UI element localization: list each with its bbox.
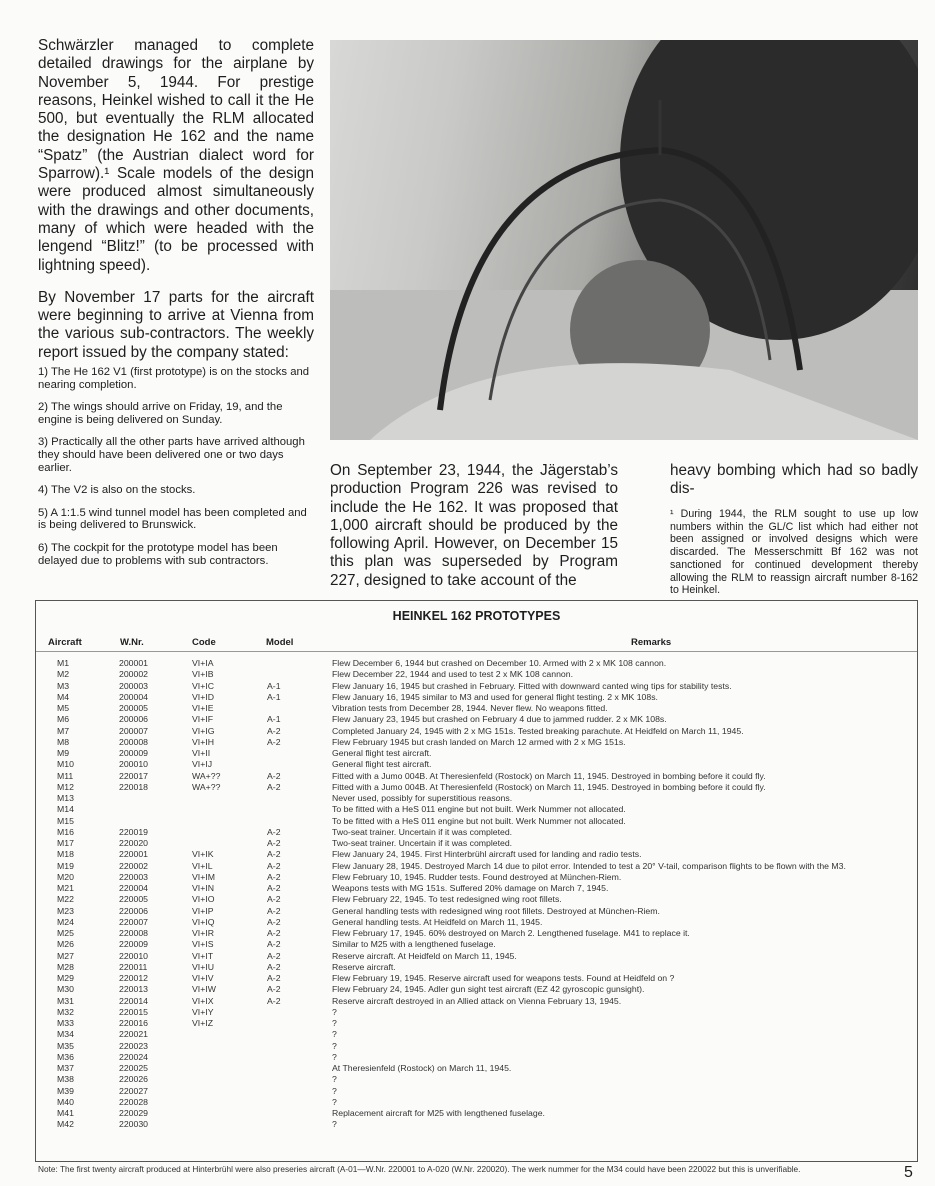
- cell-code: VI+IW: [192, 984, 216, 995]
- cell-code: VI+IL: [192, 860, 213, 871]
- table-row: [36, 939, 917, 950]
- cell-wnr: 220009: [119, 939, 148, 950]
- cell-model: A-2: [267, 928, 281, 938]
- cell-aircraft: M6: [57, 714, 70, 725]
- cell-remarks: Flew February 17, 1945. 60% destroyed on March 2. Lengthened fuselage. M41 to replace it.: [332, 928, 690, 938]
- cell-model: A-2: [267, 849, 281, 860]
- cell-code: VI+IS: [192, 939, 214, 950]
- cell-remarks: Fitted with a Jumo 004B. At Theresienfeld (Rostock) on March 11, 1945. Destroyed in bombing before it could fly.: [332, 781, 766, 792]
- cell-remarks: Flew February 1945 but crash landed on March 12 armed with 2 x MG 151s.: [332, 736, 626, 747]
- cell-wnr: 220015: [119, 1006, 148, 1017]
- cell-wnr: 220017: [119, 770, 148, 781]
- table-row: [36, 1108, 917, 1119]
- cell-remarks: Never used, possibly for superstitious reasons.: [332, 793, 513, 803]
- cell-aircraft: M9: [57, 748, 70, 758]
- cell-aircraft: M4: [57, 691, 70, 702]
- cell-aircraft: M2: [57, 669, 70, 680]
- cell-model: A-2: [267, 995, 281, 1006]
- cell-wnr: 220016: [119, 1018, 148, 1028]
- cell-remarks: Flew February 10, 1945. Rudder tests. Found destroyed at München-Riem.: [332, 871, 622, 882]
- table-header: [36, 633, 917, 652]
- cell-model: A-2: [267, 826, 281, 837]
- cell-wnr: 220027: [119, 1085, 148, 1096]
- table-row: [36, 984, 917, 995]
- table-row: [36, 714, 917, 725]
- cell-code: VI+IF: [192, 714, 214, 725]
- cell-aircraft: M19: [57, 860, 74, 871]
- cell-model: A-1: [267, 714, 281, 725]
- cell-wnr: 220011: [119, 961, 148, 972]
- table-row: [36, 669, 917, 680]
- cell-aircraft: M34: [57, 1029, 74, 1040]
- cell-remarks: Flew December 22, 1944 and used to test 2 x MK 108 cannon.: [332, 669, 573, 680]
- cell-wnr: 220025: [119, 1063, 148, 1073]
- header-code: Code: [192, 637, 216, 648]
- body-paragraph: heavy bombing which had so badly dis-: [670, 462, 918, 498]
- cell-aircraft: M21: [57, 883, 74, 893]
- body-paragraph: By November 17 parts for the aircraft were beginning to arrive at Vienna from the various sub-contractors. The weekly report issued by the company stated:: [38, 288, 314, 361]
- cell-wnr: 220030: [119, 1119, 148, 1130]
- cell-wnr: 200007: [119, 725, 148, 736]
- cell-wnr: 220021: [119, 1029, 148, 1040]
- cell-wnr: 220019: [119, 826, 148, 837]
- cell-aircraft: M23: [57, 905, 74, 916]
- cell-model: A-2: [267, 950, 281, 961]
- table-row: [36, 1041, 917, 1052]
- cockpit-photo: [330, 40, 918, 440]
- cell-wnr: 200003: [119, 680, 148, 691]
- cell-remarks: ?: [332, 1006, 337, 1017]
- cell-code: VI+IV: [192, 973, 214, 983]
- cell-aircraft: M20: [57, 871, 74, 882]
- cell-wnr: 220010: [119, 950, 148, 961]
- table-row: [36, 928, 917, 939]
- cell-remarks: Fitted with a Jumo 004B. At Theresienfeld (Rostock) on March 11, 1945. Destroyed in bombing before it could fly.: [332, 770, 766, 781]
- cell-code: VI+IA: [192, 658, 214, 668]
- cell-wnr: 220012: [119, 973, 148, 983]
- table-row: [36, 838, 917, 849]
- cell-remarks: To be fitted with a HeS 011 engine but not built. Werk Nummer not allocated.: [332, 804, 626, 815]
- table-row: [36, 1119, 917, 1130]
- cell-wnr: 220026: [119, 1074, 148, 1085]
- page-number: 5: [904, 1164, 913, 1181]
- cell-wnr: 220018: [119, 781, 148, 792]
- cell-code: VI+IJ: [192, 759, 213, 770]
- cell-aircraft: M26: [57, 939, 74, 950]
- cell-wnr: 220013: [119, 984, 148, 995]
- cell-remarks: Flew January 16, 1945 but crashed in February. Fitted with downward canted wing tips for stability tests.: [332, 680, 732, 691]
- cell-code: VI+IQ: [192, 916, 215, 927]
- cell-remarks: General flight test aircraft.: [332, 759, 432, 770]
- cell-aircraft: M33: [57, 1018, 74, 1028]
- cell-aircraft: M40: [57, 1096, 74, 1107]
- cell-aircraft: M38: [57, 1074, 74, 1085]
- cell-remarks: General handling tests with redesigned wing root fillets. Destroyed at München-Riem.: [332, 905, 660, 916]
- cell-model: A-2: [267, 973, 281, 983]
- cell-aircraft: M29: [57, 973, 74, 983]
- cell-remarks: Completed January 24, 1945 with 2 x MG 151s. Tested breaking parachute. At Heidfeld on March 11, 1945.: [332, 725, 744, 736]
- cell-remarks: Flew February 22, 1945. To test redesigned wing root fillets.: [332, 894, 562, 905]
- cell-model: A-1: [267, 680, 281, 691]
- cell-remarks: Two-seat trainer. Uncertain if it was completed.: [332, 838, 513, 848]
- cell-aircraft: M25: [57, 928, 74, 938]
- table-row: [36, 658, 917, 669]
- cell-aircraft: M27: [57, 950, 74, 961]
- table-row: [36, 861, 917, 872]
- cell-wnr: 200001: [119, 658, 148, 668]
- cell-remarks: ?: [332, 1018, 337, 1028]
- cell-code: VI+IC: [192, 680, 214, 691]
- table-row: [36, 681, 917, 692]
- cell-aircraft: M31: [57, 995, 74, 1006]
- table-row: [36, 894, 917, 905]
- cell-wnr: 220006: [119, 905, 148, 916]
- cell-code: VI+IZ: [192, 1018, 214, 1028]
- cell-aircraft: M30: [57, 984, 74, 995]
- table-row: [36, 771, 917, 782]
- cell-remarks: Vibration tests from December 28, 1944. Never flew. No weapons fitted.: [332, 703, 608, 713]
- prototypes-table: [35, 600, 918, 1162]
- cell-wnr: 200009: [119, 748, 148, 758]
- cell-remarks: General handling tests. At Heidfeld on March 11, 1945.: [332, 916, 543, 927]
- cell-wnr: 220028: [119, 1096, 148, 1107]
- table-row: [36, 726, 917, 737]
- table-row: [36, 737, 917, 748]
- cell-model: A-2: [267, 939, 281, 950]
- cell-wnr: 220023: [119, 1040, 148, 1051]
- report-item: 2) The wings should arrive on Friday, 19, and the engine is being delivered on Sunday.: [38, 401, 283, 426]
- cell-aircraft: M22: [57, 894, 74, 905]
- cell-remarks: Flew February 24, 1945. Adler gun sight test aircraft (EZ 42 gyroscopic gunsight).: [332, 984, 645, 995]
- cell-code: VI+IB: [192, 669, 214, 680]
- table-row: [36, 917, 917, 928]
- table-row: [36, 872, 917, 883]
- table-row: [36, 849, 917, 860]
- cell-wnr: 220004: [119, 883, 148, 893]
- footnote: ¹ During 1944, the RLM sought to use up low numbers within the GL/C list which had either not been assigned or involved designs which were discarded. The Messerschmitt Bf 162 was not sanctioned for continued development thereby allowing the RLM to reassign aircraft number 8-162 to Heinkel.: [670, 508, 918, 597]
- cell-aircraft: M28: [57, 961, 74, 972]
- cell-code: VI+IO: [192, 894, 215, 905]
- cell-remarks: ?: [332, 1074, 337, 1085]
- cell-code: WA+??: [192, 781, 221, 792]
- cell-model: A-2: [267, 961, 281, 972]
- cell-aircraft: M8: [57, 736, 70, 747]
- cell-code: VI+IP: [192, 905, 214, 916]
- cell-code: VI+IM: [192, 871, 215, 882]
- cell-model: A-2: [267, 894, 281, 905]
- middle-column: [330, 462, 618, 590]
- cell-code: VI+IG: [192, 725, 215, 736]
- cell-wnr: 200006: [119, 714, 148, 725]
- cell-code: VI+IE: [192, 703, 214, 713]
- header-aircraft: Aircraft: [48, 637, 82, 648]
- table-row: [36, 1074, 917, 1085]
- table-row: [36, 973, 917, 984]
- cell-code: WA+??: [192, 770, 221, 781]
- cell-remarks: ?: [332, 1085, 337, 1096]
- table-row: [36, 1029, 917, 1040]
- cell-remarks: ?: [332, 1051, 337, 1062]
- cell-code: VI+IU: [192, 961, 214, 972]
- cell-model: A-2: [267, 860, 281, 871]
- table-row: [36, 692, 917, 703]
- table-row: [36, 793, 917, 804]
- cell-model: A-2: [267, 725, 281, 736]
- table-row: [36, 804, 917, 815]
- cell-aircraft: M1: [57, 658, 70, 668]
- cell-model: A-2: [267, 770, 281, 781]
- cell-remarks: Flew January 23, 1945 but crashed on February 4 due to jammed rudder. 2 x MK 108s.: [332, 714, 667, 725]
- table-row: [36, 1052, 917, 1063]
- cell-remarks: Replacement aircraft for M25 with lengthened fuselage.: [332, 1108, 545, 1118]
- cell-aircraft: M13: [57, 793, 74, 803]
- cell-aircraft: M18: [57, 849, 74, 860]
- table-title: HEINKEL 162 PROTOTYPES: [392, 609, 561, 623]
- report-item: 1) The He 162 V1 (first prototype) is on the stocks and nearing completion.: [38, 366, 310, 391]
- cell-model: A-2: [267, 838, 281, 848]
- table-row: [36, 1097, 917, 1108]
- table-row: [36, 748, 917, 759]
- cell-remarks: Weapons tests with MG 151s. Suffered 20% damage on March 7, 1945.: [332, 883, 609, 893]
- table-note: Note: The first twenty aircraft produced at Hinterbrühl were also preseries aircraft (A-01—W.Nr. 220001 to A-020 (W.Nr. 220020). The werk nummer for the M34 could have been 220022 but this is unverifiable.: [38, 1164, 801, 1174]
- cell-code: VI+IH: [192, 736, 214, 747]
- table-row: [36, 827, 917, 838]
- header-remarks: Remarks: [631, 637, 672, 648]
- weekly-report-list: [38, 366, 314, 577]
- header-wnr: W.Nr.: [120, 637, 144, 648]
- cell-model: A-1: [267, 691, 281, 702]
- cell-model: A-2: [267, 871, 281, 882]
- report-item: 4) The V2 is also on the stocks.: [38, 484, 196, 497]
- table-row: [36, 816, 917, 827]
- header-model: Model: [266, 637, 294, 648]
- cell-model: A-2: [267, 781, 281, 792]
- table-row: [36, 996, 917, 1007]
- cell-remarks: Flew January 16, 1945 similar to M3 and used for general flight testing. 2 x MK 108s.: [332, 691, 658, 702]
- table-row: [36, 951, 917, 962]
- cockpit-photo-graphic: [330, 40, 918, 440]
- report-item: 5) A 1:1.5 wind tunnel model has been completed and is being delivered to Brunswick.: [38, 506, 307, 532]
- cell-remarks: Reserve aircraft. At Heidfeld on March 11, 1945.: [332, 950, 517, 961]
- cell-remarks: ?: [332, 1119, 337, 1130]
- table-body: [36, 658, 917, 1131]
- cell-remarks: At Theresienfeld (Rostock) on March 11, 1945.: [332, 1063, 512, 1073]
- table-row: [36, 1018, 917, 1029]
- cell-aircraft: M11: [57, 770, 74, 781]
- cell-wnr: 200010: [119, 759, 148, 770]
- cell-wnr: 220024: [119, 1051, 148, 1062]
- cell-aircraft: M16: [57, 826, 74, 837]
- cell-aircraft: M7: [57, 725, 70, 736]
- body-paragraph: Schwärzler managed to complete detailed drawings for the airplane by November 5, 1944. For prestige reasons, Heinkel wished to call it the He 500, but eventually the RLM allocated the designation He 162 and the name “Spatz” (the Austrian dialect word for Sparrow).¹ Scale models of the design were produced almost simultaneously with the drawings and other documents, many of which were headed with the lengend “Blitz!” (to be processed with lightning speed).: [38, 37, 314, 274]
- cell-remarks: Flew January 28, 1945. Destroyed March 14 due to pilot error. Intended to test a 20° V-tail, comparison flights to be flown with the M3.: [332, 860, 846, 871]
- cell-code: VI+IK: [192, 849, 214, 860]
- cell-code: VI+IN: [192, 883, 214, 893]
- cell-wnr: 220007: [119, 916, 148, 927]
- cell-remarks: To be fitted with a HeS 011 engine but not built. Werk Nummer not allocated.: [332, 815, 626, 826]
- cell-aircraft: M36: [57, 1051, 74, 1062]
- cell-remarks: ?: [332, 1096, 337, 1107]
- right-column: [670, 462, 918, 499]
- cell-remarks: Two-seat trainer. Uncertain if it was completed.: [332, 826, 513, 837]
- cell-aircraft: M14: [57, 804, 74, 815]
- cell-code: VI+II: [192, 748, 211, 758]
- cell-wnr: 220001: [119, 849, 148, 860]
- table-row: [36, 883, 917, 894]
- table-row: [36, 1007, 917, 1018]
- cell-model: A-2: [267, 736, 281, 747]
- report-item: 3) Practically all the other parts have arrived although they should have been delivered one or two days earlier.: [38, 436, 305, 474]
- cell-wnr: 220008: [119, 928, 148, 938]
- cell-aircraft: M17: [57, 838, 74, 848]
- table-row: [36, 759, 917, 770]
- cell-remarks: Flew February 19, 1945. Reserve aircraft used for weapons tests. Found at Heidfeld on ?: [332, 973, 675, 983]
- cell-aircraft: M42: [57, 1119, 74, 1130]
- left-column: [38, 37, 314, 362]
- cell-wnr: 200005: [119, 703, 148, 713]
- cell-remarks: ?: [332, 1040, 337, 1051]
- cell-model: A-2: [267, 916, 281, 927]
- cell-remarks: Reserve aircraft.: [332, 961, 396, 972]
- cell-wnr: 200008: [119, 736, 148, 747]
- cell-remarks: ?: [332, 1029, 337, 1040]
- cell-aircraft: M5: [57, 703, 70, 713]
- cell-wnr: 200004: [119, 691, 148, 702]
- cell-wnr: 200002: [119, 669, 148, 680]
- cell-aircraft: M3: [57, 680, 70, 691]
- cell-remarks: General flight test aircraft.: [332, 748, 432, 758]
- cell-wnr: 220020: [119, 838, 148, 848]
- cell-aircraft: M12: [57, 781, 74, 792]
- cell-aircraft: M41: [57, 1108, 74, 1118]
- cell-code: VI+IX: [192, 995, 214, 1006]
- cell-code: VI+IT: [192, 950, 214, 961]
- cell-model: A-2: [267, 883, 281, 893]
- table-row: [36, 962, 917, 973]
- cell-aircraft: M32: [57, 1006, 74, 1017]
- table-row: [36, 1063, 917, 1074]
- body-paragraph: On September 23, 1944, the Jägerstab’s production Program 226 was revised to include the He 162. It was proposed that 1,000 aircraft should be produced by the following April. However, on December 15 this plan was superseded by Program 227, designed to take account of the: [330, 462, 618, 589]
- cell-aircraft: M39: [57, 1085, 74, 1096]
- cell-wnr: 220003: [119, 871, 148, 882]
- table-row: [36, 906, 917, 917]
- cell-code: VI+ID: [192, 691, 214, 702]
- cell-remarks: Flew December 6, 1944 but crashed on December 10. Armed with 2 x MK 108 cannon.: [332, 658, 667, 668]
- cell-code: VI+IY: [192, 1006, 214, 1017]
- cell-remarks: Flew January 24, 1945. First Hinterbrühl aircraft used for landing and radio tests.: [332, 849, 642, 860]
- table-row: [36, 703, 917, 714]
- cell-remarks: Reserve aircraft destroyed in an Allied attack on Vienna February 13, 1945.: [332, 995, 622, 1006]
- cell-aircraft: M10: [57, 759, 74, 770]
- cell-wnr: 220014: [119, 995, 148, 1006]
- report-item: 6) The cockpit for the prototype model has been delayed due to problems with sub contractors.: [38, 541, 278, 567]
- cell-remarks: Similar to M25 with a lengthened fuselage.: [332, 939, 496, 950]
- cell-aircraft: M37: [57, 1063, 74, 1073]
- cell-aircraft: M35: [57, 1040, 74, 1051]
- cell-wnr: 220002: [119, 860, 148, 871]
- table-row: [36, 782, 917, 793]
- cell-aircraft: M15: [57, 815, 74, 826]
- cell-wnr: 220029: [119, 1108, 148, 1118]
- cell-model: A-2: [267, 905, 281, 916]
- cell-wnr: 220005: [119, 894, 148, 905]
- cell-aircraft: M24: [57, 916, 74, 927]
- cell-model: A-2: [267, 984, 281, 995]
- cell-code: VI+IR: [192, 928, 214, 938]
- table-row: [36, 1086, 917, 1097]
